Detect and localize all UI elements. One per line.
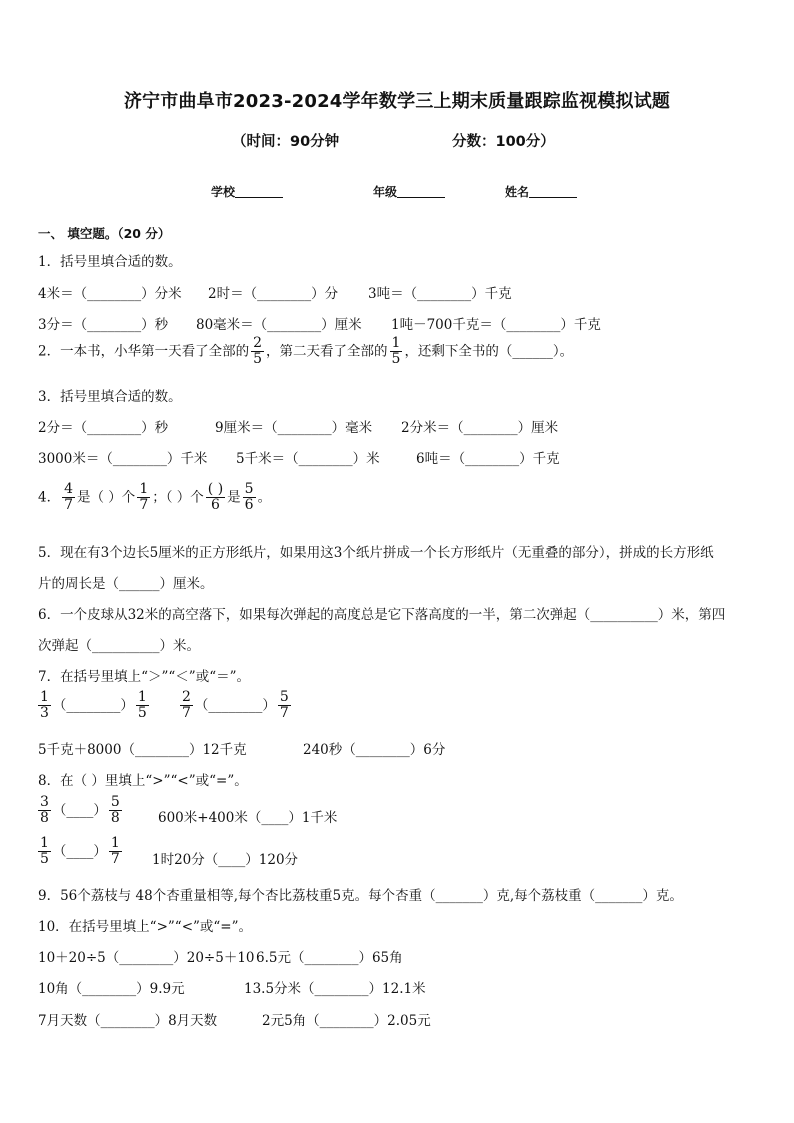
- q7-fraction-3: $\frac{2}{7}$: [182, 689, 191, 722]
- q1-r1-b: 2时＝（________）分: [208, 286, 339, 302]
- section-title: 一、 填空题。（20 分）: [38, 226, 171, 241]
- school-label: 学校: [211, 185, 236, 199]
- name-label: 姓名: [505, 185, 530, 199]
- q8-blank-1[interactable]: （____）: [52, 802, 107, 819]
- q3-r1-a: 2分＝（________）秒: [38, 420, 169, 436]
- q5-line1: 5．现在有3个边长5厘米的正方形纸片，如果用这3个纸片拼成一个长方形纸片（无重叠的部分），拼成的长方形纸: [38, 545, 714, 561]
- q7-row1-a: [36, 690, 151, 722]
- q8-r1-b: 600米+400米（____）1千米: [158, 810, 338, 826]
- q10-r1-b: 6.5元（________）65角: [256, 950, 403, 966]
- q4-text-c: 是: [227, 489, 241, 506]
- q2-fraction-1: $\frac{2}{5}$: [253, 335, 263, 368]
- q3-r2-b: 5千米＝（________）米: [236, 451, 380, 467]
- q7-fraction-4: $\frac{5}{7}$: [279, 689, 289, 722]
- q4-fraction-3: $\frac{( )}{6}$: [207, 481, 224, 514]
- q8-fraction-3: $\frac{1}{5}$: [40, 835, 49, 868]
- q7-blank-2[interactable]: （________）: [194, 697, 276, 714]
- grade-field: [373, 183, 445, 200]
- q6-line1: 6．一个皮球从32米的高空落下，如果每次弹起的高度总是它下落高度的一半，第二次弹起（__________）米，第四: [38, 607, 726, 623]
- q7-fraction-1: $\frac{1}{3}$: [40, 689, 49, 722]
- q7-r2-a: 5千克＋8000（________）12千克: [38, 742, 247, 758]
- q5-line2: 片的周长是（______）厘米。: [38, 576, 214, 592]
- q10-r2-b: 13.5分米（________）12.1米: [244, 981, 426, 997]
- q2-fraction-2: $\frac{1}{5}$: [391, 335, 401, 368]
- q1-r2-c: 1吨－700千克＝（________）千克: [391, 317, 601, 333]
- q10-r2-a: 10角（________）9.9元: [38, 981, 185, 997]
- grade-label: 年级: [373, 185, 398, 199]
- q4-fraction-4: $\frac{5}{6}$: [244, 481, 254, 514]
- q2-text-b: ，第二天看了全部的: [266, 343, 388, 360]
- q1-r1-c: 3吨＝（________）千克: [368, 286, 512, 302]
- q7-r2-b: 240秒（________）6分: [303, 742, 446, 758]
- exam-time: （时间：90分钟: [232, 134, 340, 150]
- q8-fraction-2: $\frac{5}{8}$: [110, 794, 120, 827]
- exam-score: 分数：100分）: [452, 134, 555, 150]
- q3-r2-c: 6吨＝（________）千克: [416, 451, 560, 467]
- q3-r2-a: 3000米＝（________）千米: [38, 451, 208, 467]
- q4: [38, 482, 271, 514]
- q8-r2-b: 1时20分（____）120分: [152, 852, 299, 868]
- q4-text-a: 是（ ）个: [77, 489, 136, 506]
- q3-r1-c: 2分米＝（________）厘米: [401, 420, 559, 436]
- grade-blank[interactable]: [397, 185, 445, 198]
- q8-blank-2[interactable]: （____）: [52, 843, 107, 860]
- q1-r2-b: 80毫米＝（________）厘米: [196, 317, 362, 333]
- page-title: 济宁市曲阜市2023-2024学年数学三上期末质量跟踪监视模拟试题: [123, 91, 671, 112]
- q9: 9．56个荔枝与 48个杏重量相等,每个杏比荔枝重5克。每个杏重（_______）克,每个荔枝重（_______）克。: [38, 888, 683, 904]
- q7-prompt: 7．在括号里填上“＞”“＜”或“＝”。: [38, 669, 250, 685]
- q4-fraction-1: $\frac{4}{7}$: [64, 481, 74, 514]
- q4-text-d: 。: [257, 489, 272, 506]
- q2-text-a: 2．一本书，小华第一天看了全部的: [38, 343, 250, 360]
- q4-text-b: ；（ ）个: [152, 489, 204, 506]
- school-field: [211, 183, 283, 200]
- q1-prompt: 1．括号里填合适的数。: [38, 254, 182, 270]
- q10-r1-a: 10＋20÷5（________）20÷5＋10: [38, 950, 255, 966]
- q7-blank-1[interactable]: （________）: [52, 697, 134, 714]
- q10-prompt: 10．在括号里填上“>”“<”或“=”。: [38, 919, 253, 935]
- q10-r3-a: 7月天数（________）8月天数: [38, 1013, 218, 1029]
- q7-row1-b: [178, 690, 293, 722]
- q3-r1-b: 9厘米＝（________）毫米: [215, 420, 373, 436]
- q8-fraction-4: $\frac{1}{7}$: [110, 835, 120, 868]
- q2: [38, 336, 573, 368]
- school-blank[interactable]: [235, 185, 283, 198]
- q8-fraction-1: $\frac{3}{8}$: [40, 794, 49, 827]
- name-field: [505, 183, 577, 200]
- q8-row1-a: [36, 795, 124, 827]
- name-blank[interactable]: [529, 185, 577, 198]
- q10-r3-b: 2元5角（________）2.05元: [262, 1013, 431, 1029]
- q6-line2: 次弹起（__________）米。: [38, 638, 200, 654]
- q3-prompt: 3．括号里填合适的数。: [38, 389, 182, 405]
- q8-row2-a: [36, 836, 124, 868]
- q1-r2-a: 3分＝（________）秒: [38, 317, 169, 333]
- q4-label: 4．: [38, 489, 61, 506]
- q1-r1-a: 4米＝（________）分米: [38, 286, 182, 302]
- q4-fraction-2: $\frac{1}{7}$: [139, 481, 149, 514]
- q2-text-c: ，还剩下全书的（______）。: [404, 343, 574, 360]
- q7-fraction-2: $\frac{1}{5}$: [137, 689, 147, 722]
- q8-prompt: 8．在（ ）里填上“>”“<”或“=”。: [38, 773, 248, 789]
